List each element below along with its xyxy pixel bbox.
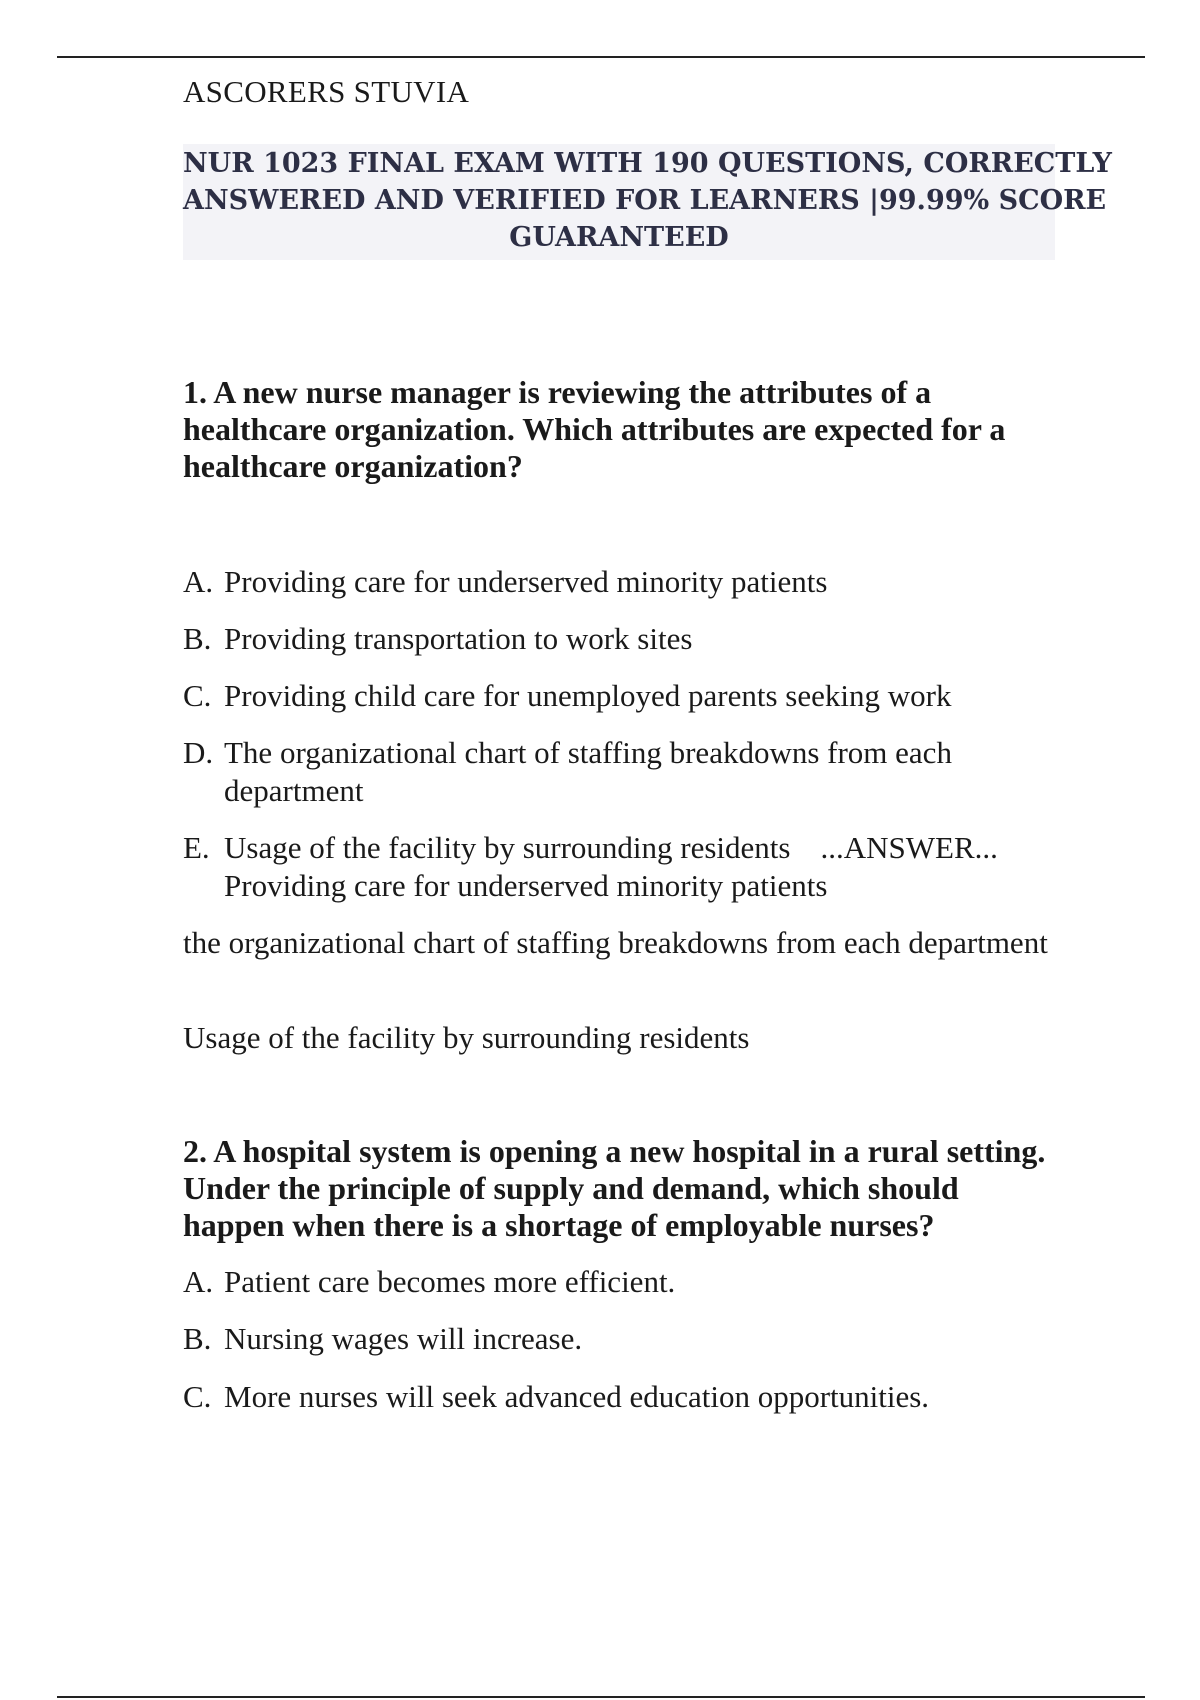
answer-continuation: Usage of the facility by surrounding residents	[183, 1020, 750, 1055]
option-text: More nurses will seek advanced education opportunities.	[224, 1379, 930, 1414]
answer-marker: ...ANSWER...	[820, 830, 998, 865]
option-text: Providing care for underserved minority patients	[224, 564, 828, 599]
question-2-text: 2. A hospital system is opening a new hospital in a rural setting. Under the principle of supply and demand, which should happen when there is a shortage of employable nurses?	[183, 1133, 1046, 1243]
option-letter: B.	[183, 1321, 212, 1356]
title-line: NUR 1023 FINAL EXAM WITH 190 QUESTIONS, CORRECTLY	[183, 148, 1112, 179]
question-1-option-b	[183, 620, 1055, 658]
option-letter: E.	[183, 830, 210, 865]
question-1-option-c	[183, 677, 1055, 715]
option-text: Nursing wages will increase.	[224, 1321, 583, 1356]
title-line: GUARANTEED	[509, 222, 729, 253]
top-rule	[57, 56, 1145, 58]
question-2-option-a	[183, 1263, 1055, 1301]
option-letter: C.	[183, 1379, 212, 1414]
answer-continuation: the organizational chart of staffing breakdowns from each department	[183, 925, 1048, 960]
option-text: Providing child care for unemployed parents seeking work	[224, 678, 952, 713]
question-1-text: 1. A new nurse manager is reviewing the attributes of a healthcare organization. Which attributes are expected for a healthcare organization?	[183, 374, 1006, 484]
option-text: Patient care becomes more efficient.	[224, 1264, 676, 1299]
title-line: ANSWERED AND VERIFIED FOR LEARNERS |99.99% SCORE	[183, 185, 1107, 216]
option-letter: C.	[183, 678, 212, 713]
option-letter: A.	[183, 564, 214, 599]
question-1-option-a	[183, 563, 1055, 601]
option-letter: B.	[183, 621, 212, 656]
option-text-main: Usage of the facility by surrounding residents	[224, 830, 791, 865]
answer-line: Providing care for underserved minority patients	[224, 868, 828, 903]
option-letter: D.	[183, 735, 214, 770]
option-letter: A.	[183, 1264, 214, 1299]
document-title	[183, 144, 1112, 260]
question-1-option-d	[183, 734, 1055, 810]
option-text: The organizational chart of staffing breakdowns from each department	[224, 735, 952, 808]
option-text	[224, 829, 1055, 905]
header-label: ASCORERS STUVIA	[183, 74, 470, 109]
question-2-option-b	[183, 1320, 1055, 1358]
bottom-rule	[57, 1696, 1145, 1698]
question-2-option-c	[183, 1378, 1055, 1416]
question-1-option-e	[183, 829, 1055, 905]
option-text: Providing transportation to work sites	[224, 621, 693, 656]
